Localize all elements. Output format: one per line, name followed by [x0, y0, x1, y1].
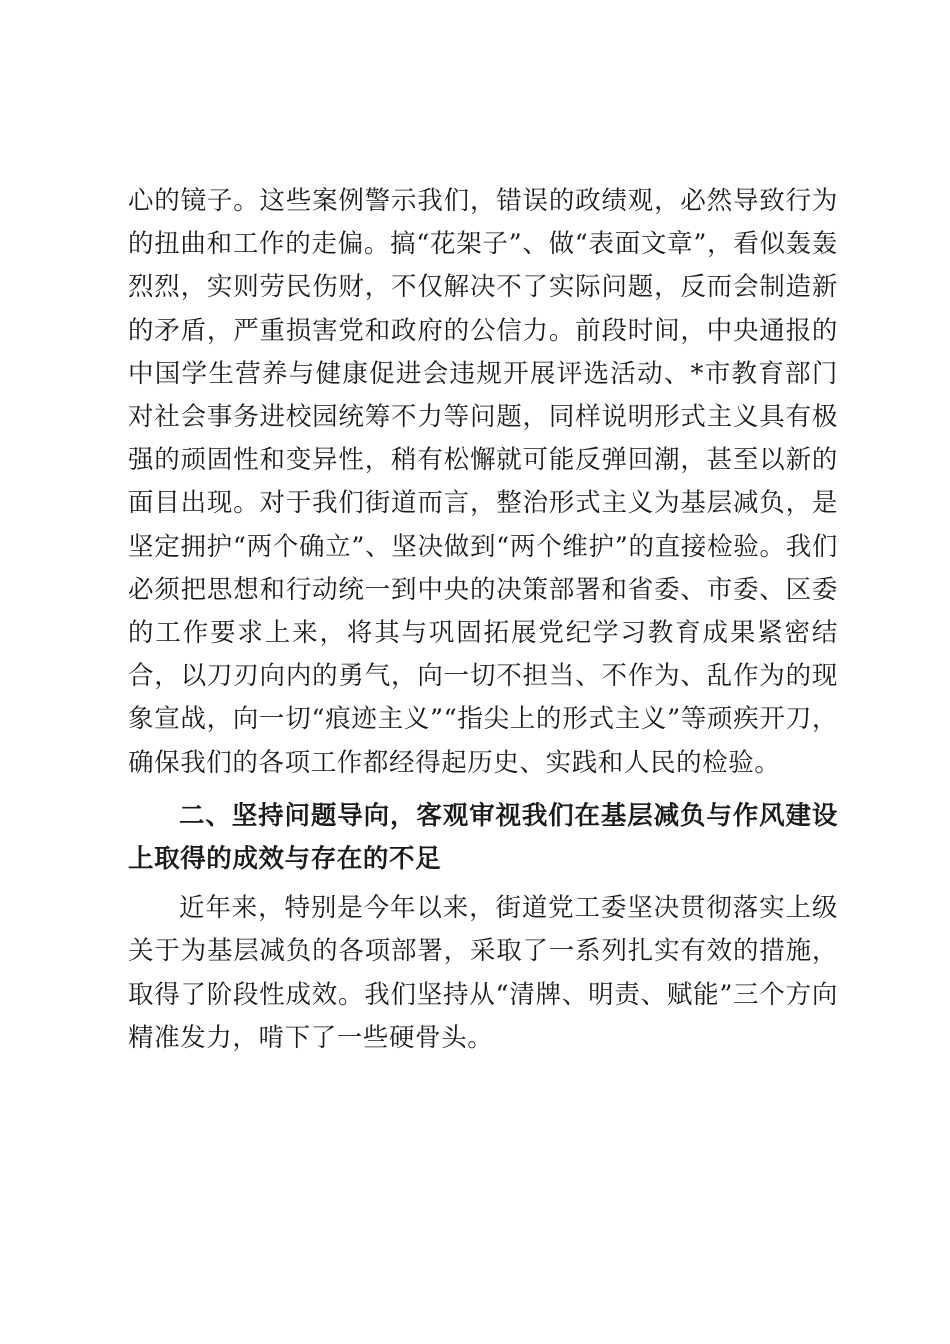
body-paragraph: 心的镜子。这些案例警示我们，错误的政绩观，必然导致行为的扭曲和工作的走偏。搞“花架子”、做“表面文章”，看似轰轰烈烈，实则劳民伤财，不仅解决不了实际问题，反而会制造新的矛盾，严重损害党和政府的公信力。前段时间，中央通报的中国学生营养与健康促进会违规开展评选活动、*市教育部门对社会事务进校园统筹不力等问题，同样说明形式主义具有极强的顽固性和变异性，稍有松懈就可能反弹回潮，甚至以新的面目出现。对于我们街道而言，整治形式主义为基层减负，是坚定拥护“两个确立”、坚决做到“两个维护”的直接检验。我们必须把思想和行动统一到中央的决策部署和省委、市委、区委的工作要求上来，将其与巩固拓展党纪学习教育成果紧密结合，以刀刃向内的勇气，向一切不担当、不作为、乱作为的现象宣战，向一切“痕迹主义”“指尖上的形式主义”等顽疾开刀，确保我们的各项工作都经得起历史、实践和人民的检验。 [128, 186, 838, 778]
section-heading: 二、坚持问题导向，客观审视我们在基层减负与作风建设上取得的成效与存在的不足 [128, 800, 838, 875]
document-body [128, 180, 838, 1060]
body-paragraph: 近年来，特别是今年以来，街道党工委坚决贯彻落实上级关于为基层减负的各项部署，采取了一系列扎实有效的措施，取得了阶段性成效。我们坚持从“清牌、明责、赋能”三个方向精准发力，啃下了一些硬骨头。 [128, 893, 838, 1053]
